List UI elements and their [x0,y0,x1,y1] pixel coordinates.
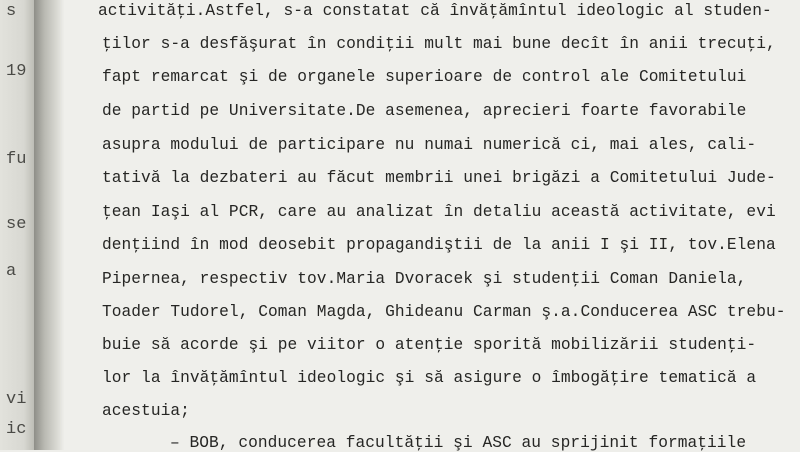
document-line-6: tativă la dezbateri au făcut membrii unei brigăzi a Comitetului Jude- [102,169,776,187]
document-line-10: Toader Tudorel, Coman Magda, Ghideanu Carman ş.a.Conducerea ASC trebu- [102,303,786,321]
margin-fragment: fu [6,150,27,169]
document-line-1: activităţi.Astfel, s-a constatat că învăţămîntul ideologic al studen- [98,2,772,20]
margin-fragment: vi [6,390,27,409]
margin-fragment: se [6,215,27,234]
book-gutter-shadow [34,0,64,450]
document-line-9: Pipernea, respectiv tov.Maria Dvoracek şi studenţii Coman Daniela, [102,270,747,288]
adjacent-page-edge [0,0,34,450]
document-line-8: denţiind în mod deosebit propagandiştii de la anii I şi II, tov.Elena [102,236,776,254]
document-line-5: asupra modului de participare nu numai numerică ci, mai ales, cali- [102,136,757,154]
document-line-3: fapt remarcat şi de organele superioare de control ale Comitetului [102,68,747,86]
document-line-14: – BOB, conducerea facultăţii şi ASC au sprijinit formaţiile [170,434,747,452]
margin-fragment: s [6,2,17,21]
document-line-12: lor la învăţămîntul ideologic şi să asigure o îmbogăţire tematică a [102,369,757,387]
margin-fragment: a [6,262,17,281]
document-line-11: buie să acorde şi pe viitor o atenţie sporită mobilizării studenţi- [102,336,757,354]
document-line-4: de partid pe Universitate.De asemenea, aprecieri foarte favorabile [102,102,747,120]
document-line-13: acestuia; [102,402,190,420]
document-line-2: ţilor s-a desfăşurat în condiţii mult mai bune decît în anii trecuţi, [102,35,776,53]
margin-fragment: ic [6,420,27,439]
document-page [64,0,800,450]
margin-fragment: 19 [6,62,27,81]
document-line-7: ţean Iaşi al PCR, care au analizat în detaliu această activitate, evi [102,203,776,221]
